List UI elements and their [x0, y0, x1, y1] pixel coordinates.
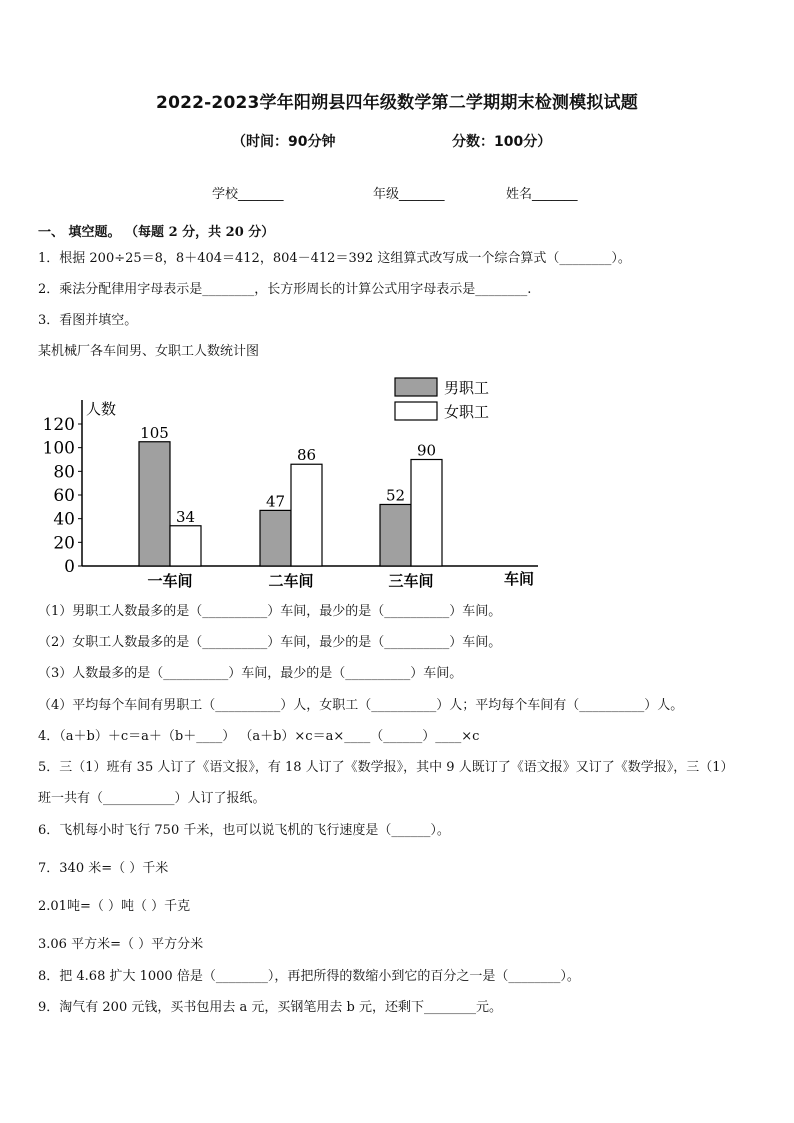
question-7-b: 2.01吨=（ ）吨（ ）千克 [38, 899, 191, 914]
question-8: 8．把 4.68 扩大 1000 倍是（________），再把所得的数缩小到它的百分之一是（________）。 [38, 969, 580, 984]
question-3: 3．看图并填空。 [38, 313, 138, 328]
y-tick-label: 40 [53, 509, 75, 530]
question-2: 2．乘法分配律用字母表示是________，长方形周长的计算公式用字母表示是________. [38, 282, 532, 297]
x-axis-label: 车间 [504, 570, 535, 588]
grade-field: 年级_______ [373, 187, 445, 202]
question-7-c: 3.06 平方米=（ ）平方分米 [38, 937, 204, 952]
y-tick-label: 80 [53, 462, 75, 483]
bar-female [291, 464, 322, 566]
category-label: 一车间 [147, 572, 193, 590]
bar-female [170, 526, 201, 566]
data-label: 52 [385, 486, 406, 505]
question-6: 6．飞机每小时飞行 750 千米，也可以说飞机的飞行速度是（______）。 [38, 823, 450, 838]
data-label: 34 [175, 507, 196, 526]
data-label: 90 [416, 441, 437, 460]
exam-time: （时间：90分钟 [232, 134, 336, 150]
school-field: 学校_______ [212, 187, 284, 202]
legend-swatch [395, 378, 437, 396]
exam-score: 分数：100分） [452, 134, 552, 150]
bar-male [139, 442, 170, 566]
legend-label: 男职工 [444, 379, 490, 397]
y-tick-label: 100 [42, 438, 75, 459]
category-label: 三车间 [388, 572, 434, 590]
bar-female [411, 460, 442, 567]
y-tick-label: 0 [64, 557, 75, 577]
data-label: 47 [265, 492, 286, 511]
question-3-4: （4）平均每个车间有男职工（__________）人，女职工（__________）人；平均每个车间有（__________）人。 [38, 698, 684, 713]
question-5-line1: 5．三（1）班有 35 人订了《语文报》，有 18 人订了《数学报》，其中 9 人既订了《语文报》又订了《数学报》，三（1） [38, 760, 734, 775]
question-3-3: （3）人数最多的是（__________）车间，最少的是（__________）车间。 [38, 666, 463, 681]
page-title: 2022-2023学年阳朔县四年级数学第二学期期末检测模拟试题 [156, 93, 638, 113]
bar-chart [38, 372, 558, 594]
name-field: 姓名_______ [506, 187, 578, 202]
question-3-2: （2）女职工人数最多的是（__________）车间，最少的是（__________）车间。 [38, 635, 502, 650]
data-label: 105 [140, 423, 169, 442]
section-heading: 一、 填空题。 （每题 2 分，共 20 分） [38, 225, 275, 240]
y-axis-label: 人数 [86, 400, 117, 418]
question-4: 4．（a＋b）＋c＝a＋（b＋____） （a＋b）×c＝a×____（______）____×c [38, 729, 480, 744]
y-tick-label: 60 [53, 486, 75, 506]
question-3-1: （1）男职工人数最多的是（__________）车间，最少的是（__________）车间。 [38, 604, 502, 619]
legend-swatch [395, 402, 437, 420]
y-tick-label: 120 [42, 415, 75, 435]
bar-male [260, 510, 291, 566]
category-label: 二车间 [268, 572, 314, 590]
question-9: 9．淘气有 200 元钱，买书包用去 a 元，买钢笔用去 b 元，还剩下________元。 [38, 1000, 502, 1015]
chart-caption: 某机械厂各车间男、女职工人数统计图 [38, 344, 260, 359]
data-label: 86 [296, 446, 317, 465]
question-7-a: 7．340 米=（ ）千米 [38, 861, 169, 876]
question-1: 1．根据 200÷25＝8，8＋404＝412，804－412＝392 这组算式改写成一个综合算式（________）。 [38, 251, 631, 266]
bar-male [380, 504, 411, 566]
legend-label: 女职工 [444, 403, 490, 421]
y-tick-label: 20 [53, 533, 75, 554]
question-5-line2: 班一共有（___________）人订了报纸。 [38, 791, 266, 806]
